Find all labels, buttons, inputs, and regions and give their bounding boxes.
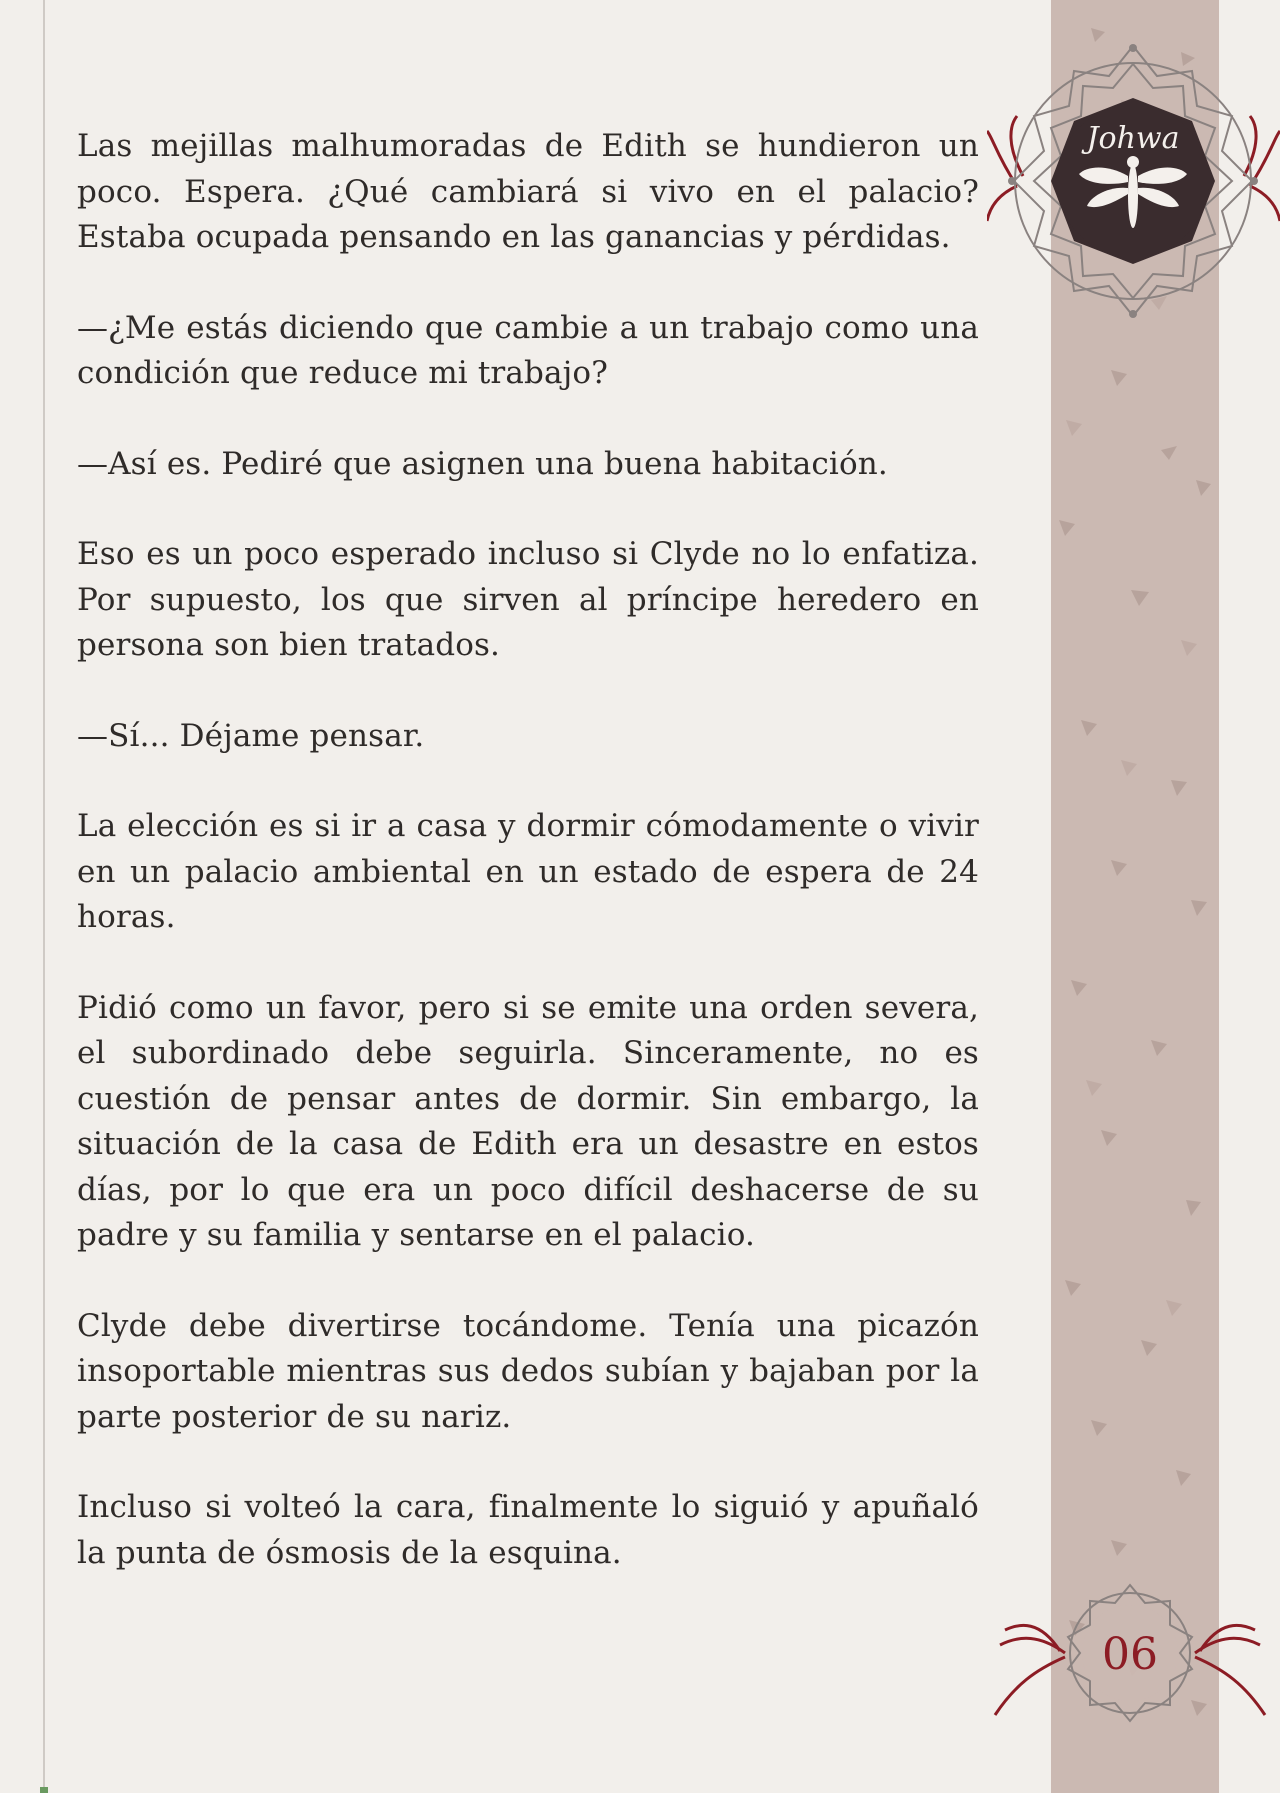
paragraph-9: Incluso si volteó la cara, finalmente lo siguió y apuñaló la punta de ósmosis de la esquina. (77, 1489, 979, 1571)
page-margin-rule (43, 0, 45, 1793)
paragraph-7: Pidió como un favor, pero si se emite una orden severa, el subordinado debe seguirla. Sinceramente, no es cuestión de pensar antes de dormir. Sin embargo, la situación de la casa de Edith era un desastre en estos días, por lo que era un poco difícil deshacerse de su padre y su familia y sentarse en el palacio. (77, 989, 979, 1253)
page-number-badge (980, 1575, 1280, 1730)
paragraph-6: La elección es si ir a casa y dormir cómodamente o vivir en un palacio ambiental en un estado de espera de 24 horas. (77, 808, 979, 935)
logo-text: Johwa (1086, 121, 1180, 156)
paragraph-8: Clyde debe divertirse tocándome. Tenía una picazón insoportable mientras sus dedos subían y bajaban por la parte posterior de su nariz. (77, 1307, 979, 1435)
paragraph-1: Las mejillas malhumoradas de Edith se hundieron un poco. Espera. ¿Qué cambiará si vivo en el palacio? Estaba ocupada pensando en las ganancias y pérdidas. (77, 128, 979, 255)
corner-mark (40, 1787, 48, 1793)
page-number: 06 (1102, 1629, 1158, 1680)
paragraph-2: —¿Me estás diciendo que cambie a un trabajo como una condición que reduce mi trabajo? (77, 309, 979, 391)
johwa-logo-emblem (987, 36, 1280, 326)
paragraph-4: Eso es un poco esperado incluso si Clyde no lo enfatiza. Por supuesto, los que sirven al príncipe heredero en persona son bien tratados. (77, 536, 979, 663)
paragraph-3: —Así es. Pediré que asignen una buena habitación. (77, 445, 888, 482)
paragraph-5: —Sí... Déjame pensar. (77, 717, 425, 754)
chapter-text (77, 124, 979, 1621)
